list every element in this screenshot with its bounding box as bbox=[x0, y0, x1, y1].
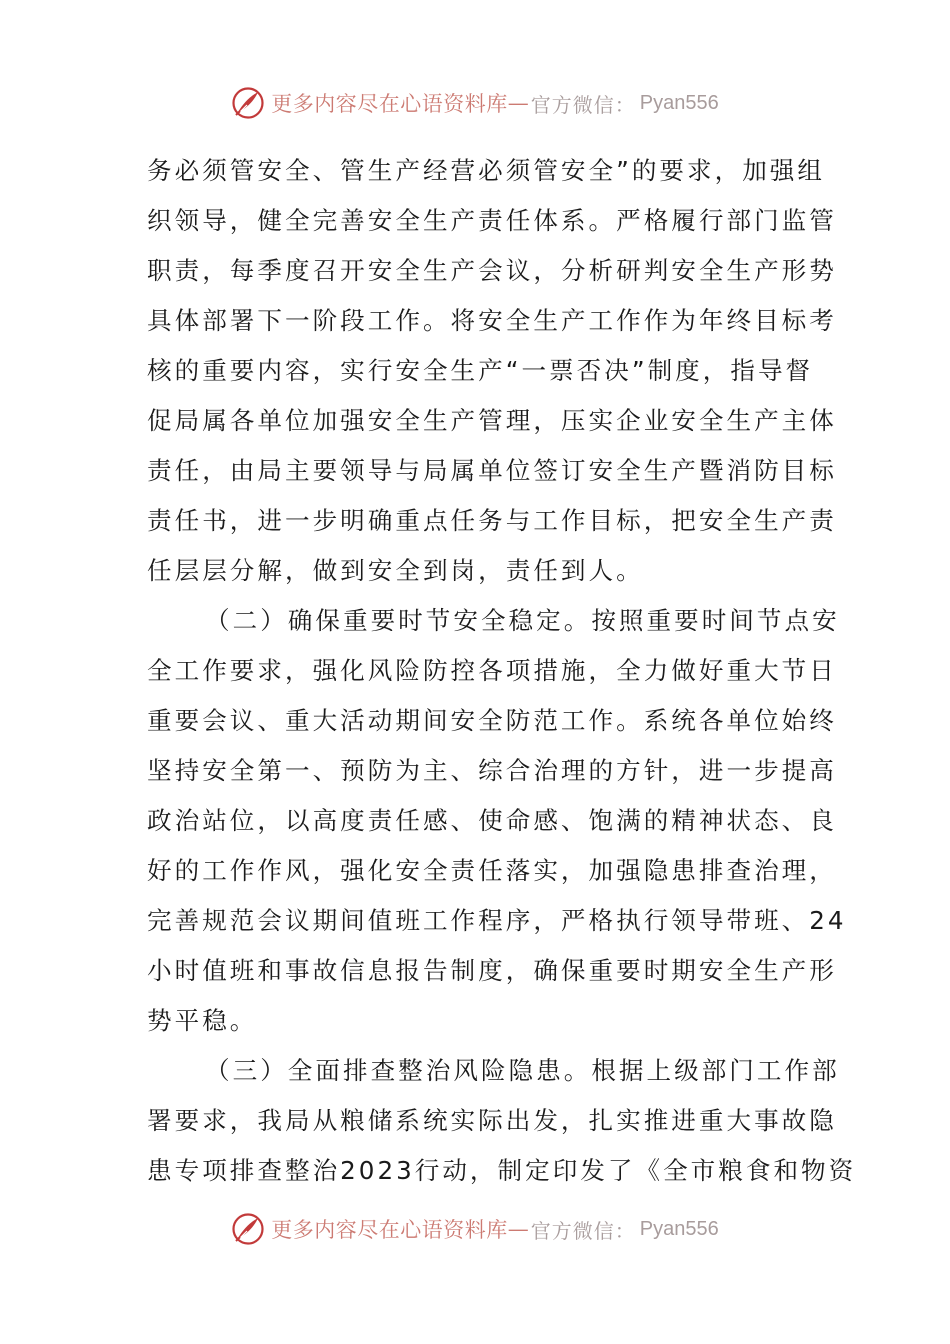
section-heading-line: （二）确保重要时节安全稳定。按照重要时间节点安 bbox=[205, 606, 840, 635]
body-line: 责任书，进一步明确重点任务与工作目标，把安全生产责 bbox=[147, 506, 837, 535]
banner-site-text: 更多内容尽在心语资料库 bbox=[271, 92, 508, 116]
body-line: 责任，由局主要领导与局属单位签订安全生产暨消防目标 bbox=[147, 456, 837, 485]
banner-separator: — bbox=[507, 1217, 529, 1241]
body-line: 任层层分解，做到安全到岗，责任到人。 bbox=[147, 556, 644, 585]
banner-wechat-label: 官方微信： bbox=[530, 92, 636, 117]
banner-wechat-label: 官方微信： bbox=[530, 1218, 636, 1243]
body-line: 务必须管安全、管生产经营必须管安全”的要求，加强组 bbox=[147, 156, 825, 185]
body-line: 核的重要内容，实行安全生产“一票否决”制度，指导督 bbox=[147, 356, 814, 385]
section-heading-line: （三）全面排查整治风险隐患。根据上级部门工作部 bbox=[205, 1056, 840, 1085]
body-line: 小时值班和事故信息报告制度，确保重要时期安全生产形 bbox=[147, 956, 837, 985]
footer-banner bbox=[0, 1209, 950, 1249]
body-line: 坚持安全第一、预防为主、综合治理的方针，进一步提高 bbox=[147, 756, 837, 785]
body-line: 完善规范会议期间值班工作程序，严格执行领导带班、24 bbox=[147, 906, 847, 935]
body-line: 具体部署下一阶段工作。将安全生产工作作为年终目标考 bbox=[147, 306, 837, 335]
banner-separator: — bbox=[507, 91, 529, 115]
document-body bbox=[147, 146, 857, 1196]
body-line: 织领导，健全完善安全生产责任体系。严格履行部门监管 bbox=[147, 206, 837, 235]
banner-wechat-id: Pyan556 bbox=[639, 91, 719, 114]
body-line: 署要求，我局从粮储系统实际出发，扎实推进重大事故隐 bbox=[147, 1106, 837, 1135]
banner-wechat-id: Pyan556 bbox=[639, 1217, 719, 1240]
body-line: 好的工作作风，强化安全责任落实，加强隐患排查治理， bbox=[147, 856, 837, 885]
body-line: 重要会议、重大活动期间安全防范工作。系统各单位始终 bbox=[147, 706, 837, 735]
banner-site-text: 更多内容尽在心语资料库 bbox=[271, 1218, 508, 1242]
header-banner bbox=[0, 83, 950, 123]
quill-pen-icon bbox=[231, 1212, 265, 1246]
body-line: 全工作要求，强化风险防控各项措施，全力做好重大节日 bbox=[147, 656, 837, 685]
quill-pen-icon bbox=[231, 86, 265, 120]
body-line: 政治站位，以高度责任感、使命感、饱满的精神状态、良 bbox=[147, 806, 837, 835]
body-line: 职责，每季度召开安全生产会议，分析研判安全生产形势 bbox=[147, 256, 837, 285]
body-line: 患专项排查整治2023行动，制定印发了《全市粮食和物资 bbox=[147, 1156, 857, 1185]
body-line: 势平稳。 bbox=[147, 1006, 258, 1035]
body-line: 促局属各单位加强安全生产管理，压实企业安全生产主体 bbox=[147, 406, 837, 435]
